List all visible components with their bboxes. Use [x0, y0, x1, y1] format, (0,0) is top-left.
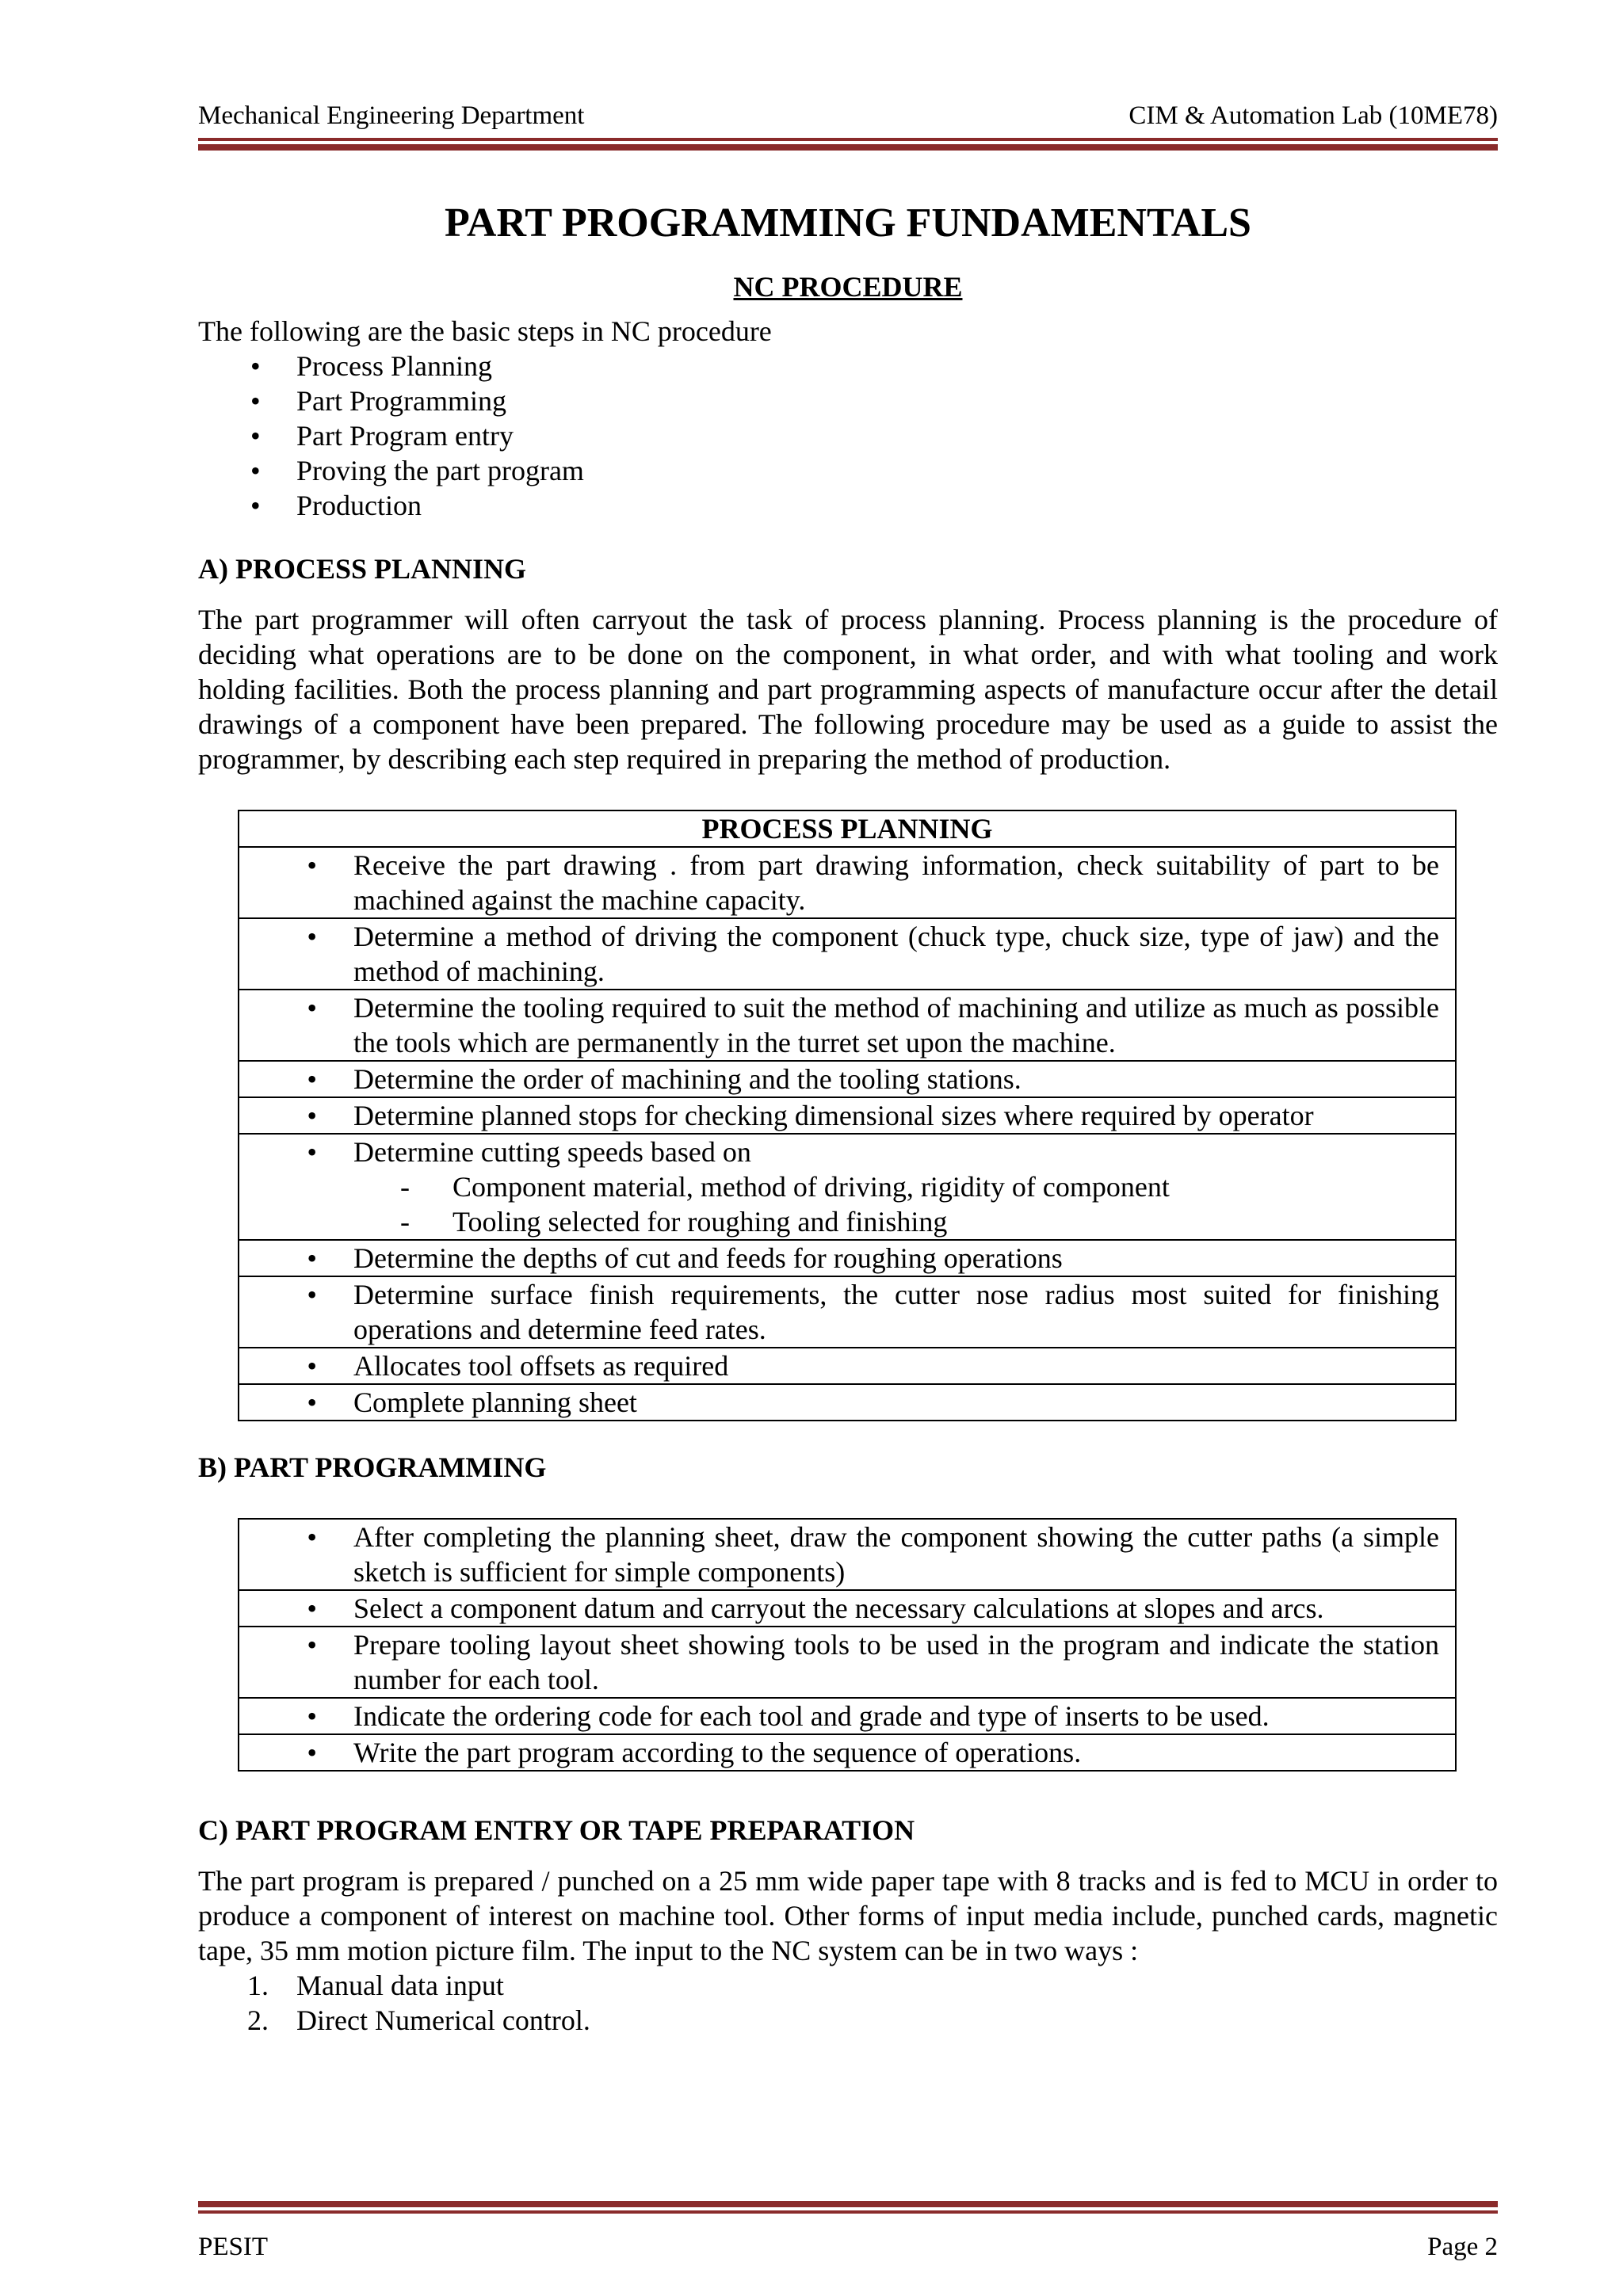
table-row: • Determine the depths of cut and feeds for roughing operations	[239, 1240, 1456, 1276]
section-c-body: The part program is prepared / punched on a 25 mm wide paper tape with 8 tracks and is fed to MCU in order to produce a component of interest on machine tool. Other forms of input media include, punched cards, magnetic tape, 35 mm motion picture film. The input to the NC system can be in two ways :	[198, 1865, 1498, 1966]
row-text: Determine a method of driving the component (chuck type, chuck size, type of jaw) and the method of machining.	[353, 921, 1439, 987]
row-text: Determine the tooling required to suit the method of machining and utilize as much as possible the tools which are permanently in the turret set upon the machine.	[353, 992, 1439, 1058]
input-methods-list	[247, 1968, 1498, 2038]
list-item: 2. Direct Numerical control.	[247, 2004, 590, 2036]
section-c-heading: C) PART PROGRAM ENTRY OR TAPE PREPARATION	[198, 1814, 915, 1846]
list-item: • Part Program entry	[250, 418, 1498, 453]
row-text: Receive the part drawing . from part drawing information, check suitability of part to be machined against the machine capacity.	[353, 849, 1439, 916]
row-text: Determine planned stops for checking dimensional sizes where required by operator	[353, 1100, 1314, 1131]
page-number: Page 2	[1427, 2233, 1498, 2261]
row-text: Determine cutting speeds based on	[353, 1136, 751, 1168]
footer-rule-thick	[198, 2201, 1498, 2207]
table-row: • After completing the planning sheet, draw the component showing the cutter paths (a simple sketch is sufficient for simple components)	[239, 1519, 1456, 1590]
sub-list-item: - Tooling selected for roughing and finishing	[400, 1206, 948, 1238]
process-planning-table	[238, 810, 1457, 1421]
footer-institution: PESIT	[198, 2233, 269, 2261]
list-item: • Part Programming	[250, 383, 1498, 418]
section-a-body: The part programmer will often carryout the task of process planning. Process planning is the procedure of deciding what operations are to be done on the component, in what order, and with what tooling and work holding facilities. Both the process planning and part programming aspects of manufacture occur after the detail drawings of a component have been prepared. The following procedure may be used as a guide to assist the programmer, by describing each step required in preparing the method of production.	[198, 604, 1498, 775]
sub-list-item: - Component material, method of driving, rigidity of component	[400, 1171, 1170, 1203]
page-content	[198, 198, 1498, 2038]
row-text: After completing the planning sheet, draw the component showing the cutter paths (a simple sketch is sufficient for simple components)	[353, 1521, 1439, 1588]
page-header	[198, 100, 1498, 132]
list-item: • Proving the part program	[250, 453, 1498, 488]
table-row: • Complete planning sheet	[239, 1384, 1456, 1421]
row-text: Indicate the ordering code for each tool and grade and type of inserts to be used.	[353, 1700, 1270, 1732]
row-text: Determine surface finish requirements, the cutter nose radius most suited for finishing operations and determine feed rates.	[353, 1279, 1439, 1345]
page-footer	[198, 2231, 1498, 2263]
row-text: Allocates tool offsets as required	[353, 1350, 729, 1382]
row-text: Complete planning sheet	[353, 1386, 637, 1418]
intro-text: The following are the basic steps in NC procedure	[198, 315, 772, 347]
page-subtitle: NC PROCEDURE	[733, 271, 963, 303]
footer-rule	[198, 2210, 1498, 2214]
list-item: • Production	[250, 488, 1498, 523]
page-title: PART PROGRAMMING FUNDAMENTALS	[445, 200, 1251, 246]
row-text: Determine the order of machining and the tooling stations.	[353, 1063, 1022, 1095]
list-item: 1. Manual data input	[247, 1970, 504, 2001]
table-row: • Determine the tooling required to suit the method of machining and utilize as much as possible the tools which are permanently in the turret set upon the machine.	[239, 990, 1456, 1061]
header-department: Mechanical Engineering Department	[198, 101, 585, 130]
table-row: • Determine a method of driving the component (chuck type, chuck size, type of jaw) and the method of machining.	[239, 918, 1456, 990]
header-rule	[198, 138, 1498, 141]
table-row: • Determine surface finish requirements, the cutter nose radius most suited for finishing operations and determine feed rates.	[239, 1276, 1456, 1348]
section-b-heading: B) PART PROGRAMMING	[198, 1451, 547, 1483]
table-row: • Write the part program according to the sequence of operations.	[239, 1734, 1456, 1771]
table-row: • Determine cutting speeds based on - Component material, method of driving, rigidity of component - Tooling selected for roughing and finishing	[239, 1134, 1456, 1240]
header-rule-thick	[198, 144, 1498, 151]
nc-steps-list	[250, 349, 1498, 523]
row-text: Determine the depths of cut and feeds for roughing operations	[353, 1242, 1063, 1274]
table-row: • Determine planned stops for checking dimensional sizes where required by operator	[239, 1097, 1456, 1134]
table-row: • Prepare tooling layout sheet showing tools to be used in the program and indicate the station number for each tool.	[239, 1627, 1456, 1698]
table-row: • Receive the part drawing . from part drawing information, check suitability of part to be machined against the machine capacity.	[239, 847, 1456, 918]
table-title: PROCESS PLANNING	[239, 810, 1456, 847]
row-text: Prepare tooling layout sheet showing tools to be used in the program and indicate the station number for each tool.	[353, 1629, 1439, 1695]
row-text: Select a component datum and carryout the necessary calculations at slopes and arcs.	[353, 1592, 1324, 1624]
table-row: • Determine the order of machining and the tooling stations.	[239, 1061, 1456, 1097]
table-row: • Indicate the ordering code for each tool and grade and type of inserts to be used.	[239, 1698, 1456, 1734]
header-lab: CIM & Automation Lab (10ME78)	[1128, 101, 1498, 130]
part-programming-table	[238, 1518, 1457, 1772]
list-item: • Process Planning	[250, 349, 1498, 383]
table-row: • Allocates tool offsets as required	[239, 1348, 1456, 1384]
section-a-heading: A) PROCESS PLANNING	[198, 553, 527, 585]
table-row: • Select a component datum and carryout the necessary calculations at slopes and arcs.	[239, 1590, 1456, 1627]
row-text: Write the part program according to the sequence of operations.	[353, 1737, 1082, 1768]
